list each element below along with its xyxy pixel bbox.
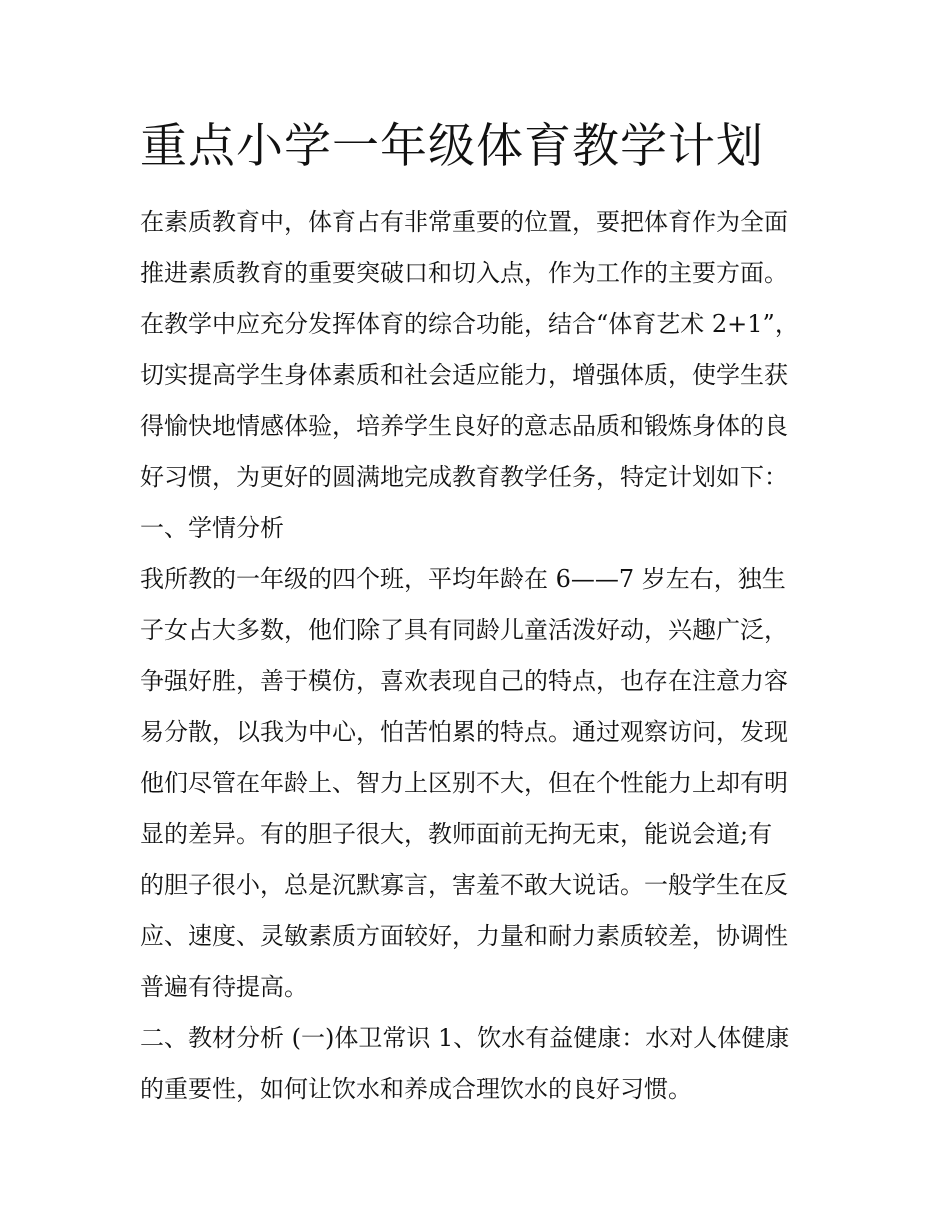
section-heading-material-analysis: 二、教材分析 (一)体卫常识 1、饮水有益健康：水对人体健康 <box>140 1024 790 1052</box>
body-line: 他们尽管在年龄上、智力上区别不大，但在个性能力上却有明 <box>140 769 788 797</box>
body-line: 好习惯，为更好的圆满地完成教育教学任务，特定计划如下： <box>140 463 788 491</box>
body-line: 的胆子很小，总是沉默寡言，害羞不敢大说话。一般学生在反 <box>140 871 788 899</box>
body-line: 争强好胜，善于模仿，喜欢表现自己的特点，也存在注意力容 <box>140 667 788 695</box>
document-body <box>140 197 820 1115</box>
body-line: 在素质教育中，体育占有非常重要的位置，要把体育作为全面 <box>140 208 788 236</box>
body-line: 我所教的一年级的四个班，平均年龄在 6——7 岁左右，独生 <box>140 565 786 593</box>
body-line: 得愉快地情感体验，培养学生良好的意志品质和锻炼身体的良 <box>140 412 788 440</box>
body-line: 子女占大多数，他们除了具有同龄儿童活泼好动，兴趣广泛， <box>140 616 788 644</box>
body-line: 应、速度、灵敏素质方面较好，力量和耐力素质较差，协调性 <box>140 922 788 950</box>
body-line: 显的差异。有的胆子很大，教师面前无拘无束，能说会道;有 <box>140 820 773 848</box>
body-line: 推进素质教育的重要突破口和切入点，作为工作的主要方面。 <box>140 259 788 287</box>
body-line: 切实提高学生身体素质和社会适应能力，增强体质，使学生获 <box>140 361 788 389</box>
section-heading-learning-analysis: 一、学情分析 <box>140 514 284 542</box>
body-line: 在教学中应充分发挥体育的综合功能，结合“体育艺术 2+1”， <box>140 310 799 338</box>
body-line: 普遍有待提高。 <box>140 973 308 1001</box>
document-title: 重点小学一年级体育教学计划 <box>140 119 764 174</box>
body-line: 的重要性，如何让饮水和养成合理饮水的良好习惯。 <box>140 1075 692 1103</box>
body-line: 易分散，以我为中心，怕苦怕累的特点。通过观察访问，发现 <box>140 718 788 746</box>
